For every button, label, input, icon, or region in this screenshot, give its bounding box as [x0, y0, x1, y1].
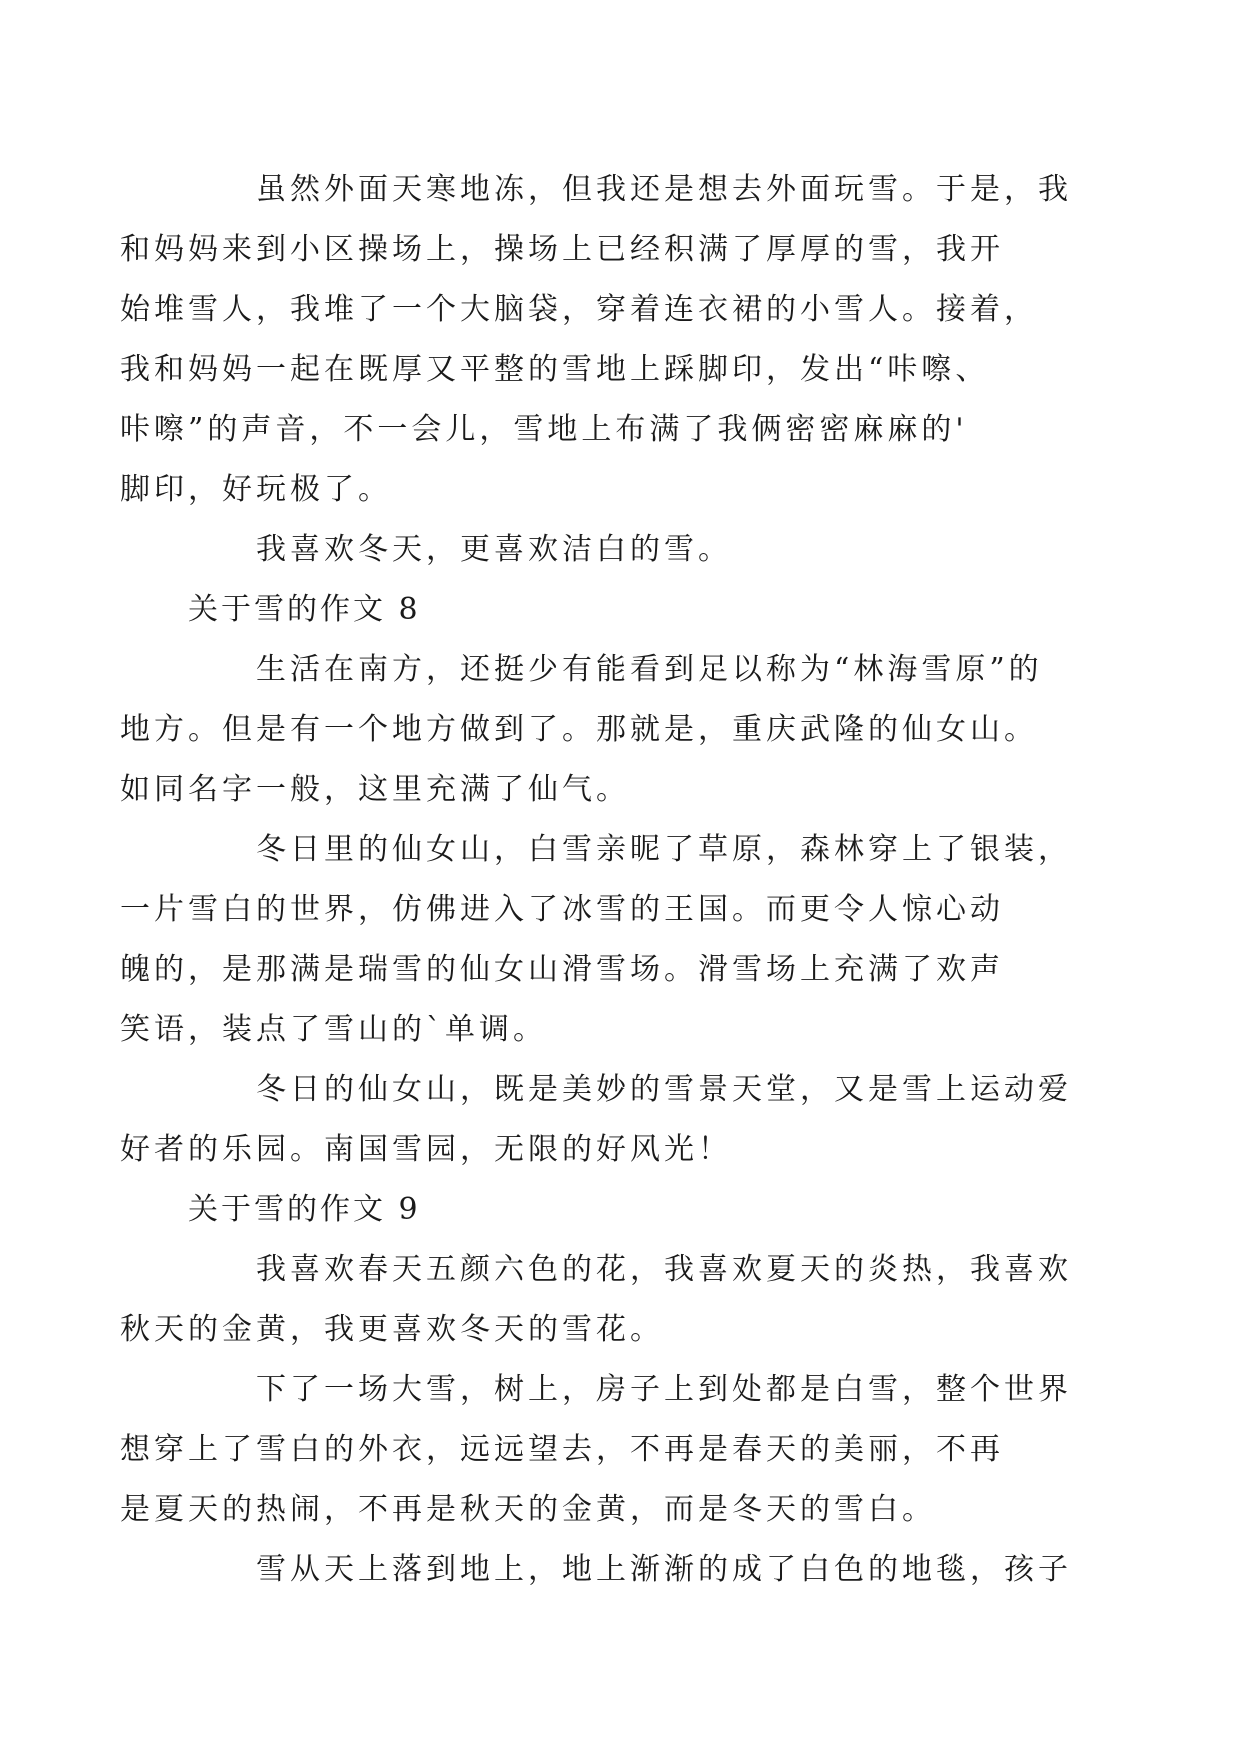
text-line: 秋天的金黄，我更喜欢冬天的雪花。: [120, 1312, 664, 1347]
text-line: 始堆雪人，我堆了一个大脑袋，穿着连衣裙的小雪人。接着，: [120, 292, 1038, 327]
text-line: 雪从天上落到地上，地上渐渐的成了白色的地毯，孩子: [256, 1552, 1072, 1587]
text-line: 虽然外面天寒地冻，但我还是想去外面玩雪。于是，我: [256, 172, 1072, 207]
paragraph: [120, 1240, 1072, 1360]
text-line: 是夏天的热闹，不再是秋天的金黄，而是冬天的雪白。: [120, 1492, 936, 1527]
text-line: 一片雪白的世界，仿佛进入了冰雪的王国。而更令人惊心动: [120, 892, 1004, 927]
text-line: 想穿上了雪白的外衣，远远望去，不再是春天的美丽，不再: [120, 1432, 1004, 1467]
text-line: 魄的，是那满是瑞雪的仙女山滑雪场。滑雪场上充满了欢声: [120, 952, 1004, 987]
text-line: 冬日里的仙女山，白雪亲昵了草原，森林穿上了银装，: [256, 832, 1072, 867]
text-line: 脚印，好玩极了。: [120, 472, 392, 507]
document-page: [120, 160, 1072, 1600]
paragraph: [188, 520, 1060, 580]
text-line: 我喜欢冬天，更喜欢洁白的雪。: [256, 532, 732, 567]
text-line: 咔嚓”的声音，不一会儿，雪地上布满了我俩密密麻麻的': [120, 412, 968, 447]
text-line: 如同名字一般，这里充满了仙气。: [120, 772, 630, 807]
section-heading: 关于雪的作文 9: [188, 1192, 421, 1227]
text-line: 下了一场大雪，树上，房子上到处都是白雪，整个世界: [256, 1372, 1072, 1407]
paragraph: [188, 1540, 1072, 1600]
section-heading: 关于雪的作文 8: [188, 592, 421, 627]
text-line: 冬日的仙女山，既是美妙的雪景天堂，又是雪上运动爱: [256, 1072, 1072, 1107]
text-line: 我和妈妈一起在既厚又平整的雪地上踩脚印，发出“咔嚓、: [120, 352, 990, 387]
text-line: 我喜欢春天五颜六色的花，我喜欢夏天的炎热，我喜欢: [256, 1252, 1072, 1287]
text-line: 生活在南方，还挺少有能看到足以称为“林海雪原”的: [256, 652, 1043, 687]
paragraph: [120, 160, 1072, 520]
paragraph: [120, 640, 1060, 820]
paragraph: [120, 1060, 1072, 1180]
text-line: 好者的乐园。南国雪园，无限的好风光！: [120, 1132, 732, 1167]
text-line: 笑语，装点了雪山的`单调。: [120, 1012, 547, 1047]
paragraph: [120, 1360, 1072, 1540]
paragraph: [120, 820, 1072, 1060]
text-line: 地方。但是有一个地方做到了。那就是，重庆武隆的仙女山。: [120, 712, 1038, 747]
text-line: 和妈妈来到小区操场上，操场上已经积满了厚厚的雪，我开: [120, 232, 1004, 267]
